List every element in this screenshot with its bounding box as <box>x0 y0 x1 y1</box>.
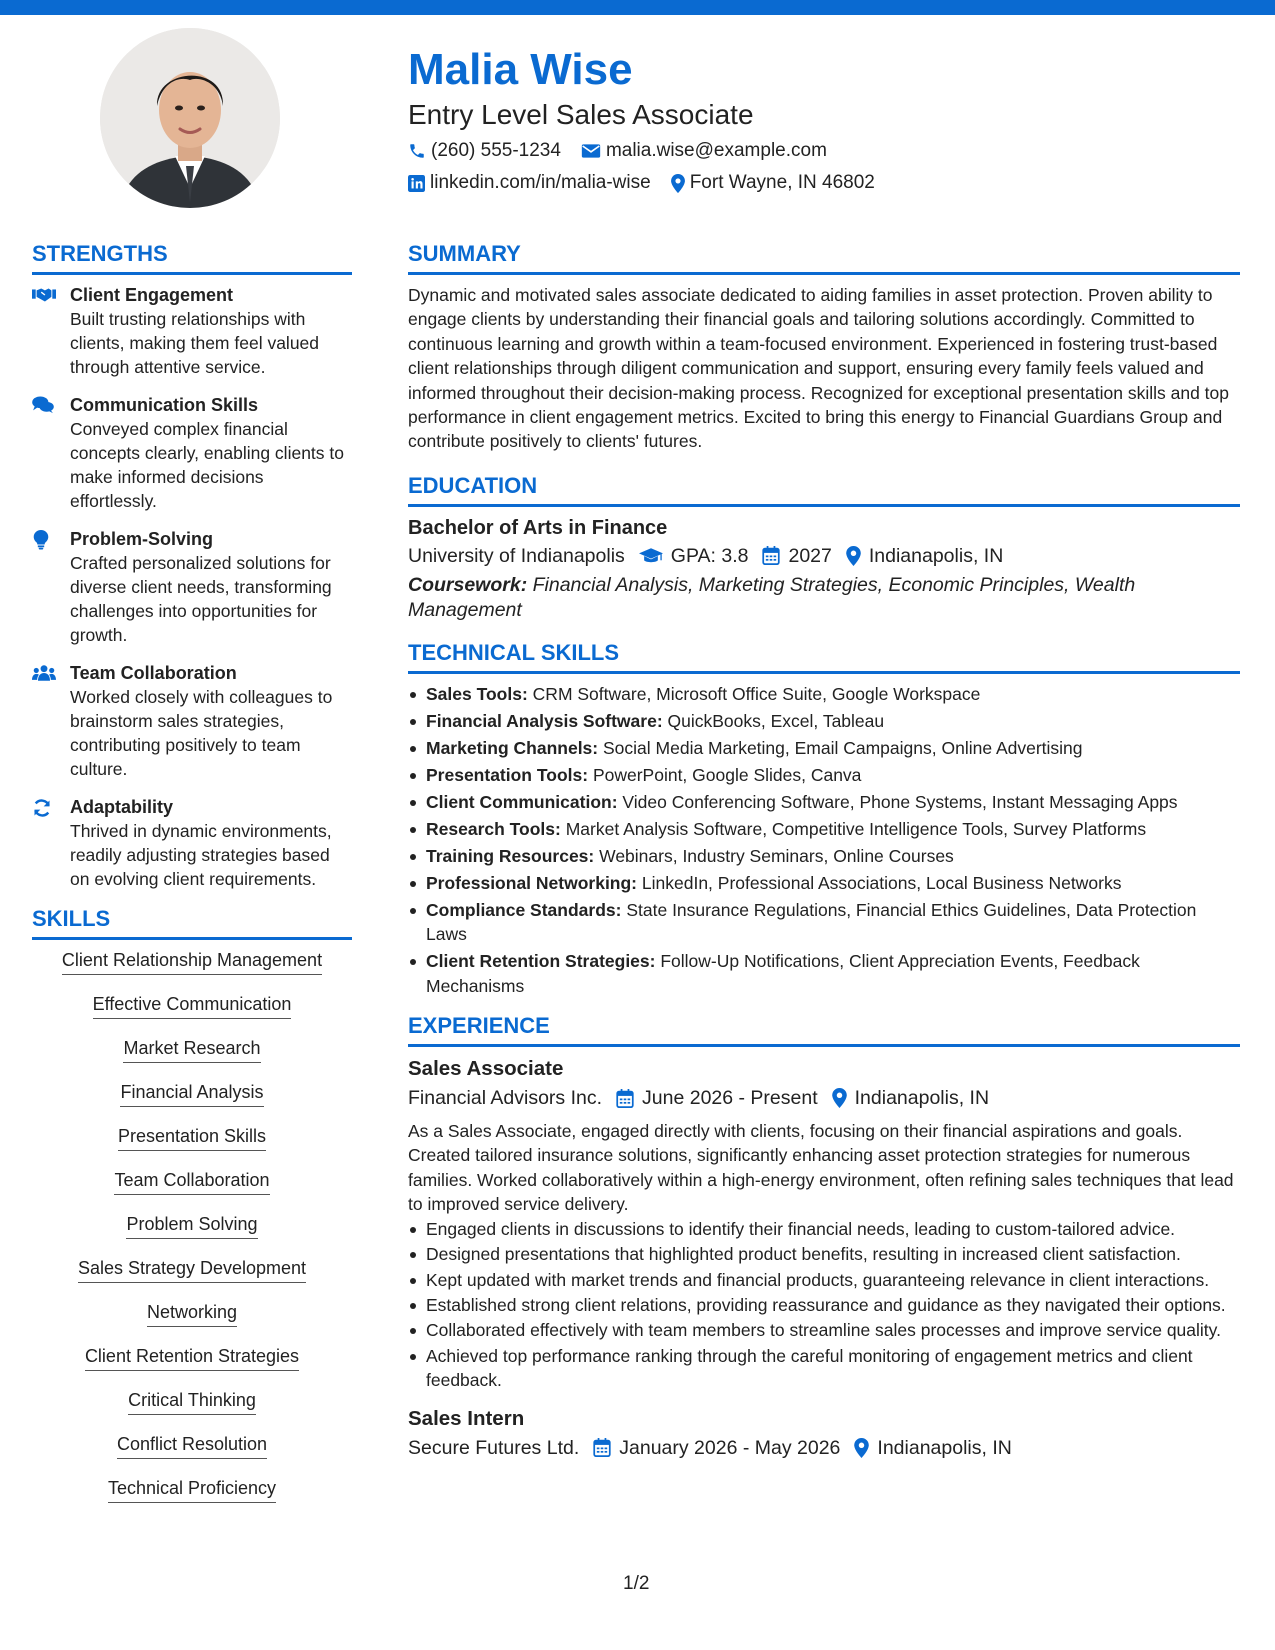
list-item: Kept updated with market trends and financial products, guaranteeing relevance in client interactions. <box>408 1268 1240 1292</box>
contact-row-1 <box>408 136 1248 166</box>
list-item: Presentation Tools: PowerPoint, Google Slides, Canva <box>408 763 1240 787</box>
skill-tag: Critical Thinking <box>128 1388 256 1415</box>
list-item: Financial Analysis Software: QuickBooks, Excel, Tableau <box>408 709 1240 733</box>
school-location: Indianapolis, IN <box>846 541 1003 571</box>
coursework <box>408 573 1240 623</box>
strength-description: Crafted personalized solutions for diverse client needs, transforming challenges into opportunities for growth. <box>70 553 332 645</box>
list-item: Designed presentations that highlighted product benefits, resulting in increased client satisfaction. <box>408 1242 1240 1266</box>
skill-tag: Conflict Resolution <box>117 1432 267 1459</box>
job-location: Indianapolis, IN <box>832 1083 989 1113</box>
phone-number[interactable]: (260) 555-1234 <box>431 140 561 161</box>
envelope-icon <box>581 143 601 159</box>
list-item: Client Retention Strategies: Follow-Up Notifications, Client Appreciation Events, Feedback Mechanisms <box>408 949 1240 998</box>
handshake-icon <box>32 286 56 304</box>
contact-location <box>671 168 875 198</box>
calendar-icon <box>593 1438 611 1457</box>
skill-tag: Client Retention Strategies <box>85 1344 299 1371</box>
strength-title: Client Engagement <box>70 285 234 305</box>
list-item: Research Tools: Market Analysis Software, Competitive Intelligence Tools, Survey Platforms <box>408 817 1240 841</box>
list-item: Achieved top performance ranking through the careful monitoring of engagement metrics and client feedback. <box>408 1344 1240 1393</box>
skill-tag: Technical Proficiency <box>108 1476 276 1503</box>
list-item: Collaborated effectively with team members to streamline sales processes and improve service quality. <box>408 1318 1240 1342</box>
job-meta <box>408 1433 1240 1463</box>
school-name: University of Indianapolis <box>408 544 625 567</box>
calendar-icon <box>762 546 780 565</box>
skill-tag: Financial Analysis <box>120 1080 263 1107</box>
skill-tag: Client Relationship Management <box>62 948 322 975</box>
strength-title: Team Collaboration <box>70 663 237 683</box>
portrait-illustration <box>100 28 280 208</box>
strength-title: Adaptability <box>70 797 174 817</box>
strength-description: Worked closely with colleagues to brainstorm sales strategies, contributing positively to team culture. <box>70 687 333 779</box>
phone-icon <box>408 142 426 160</box>
skill-tag: Effective Communication <box>93 992 292 1019</box>
strength-description: Conveyed complex financial concepts clearly, enabling clients to make informed decisions effortlessly. <box>70 419 344 511</box>
strength-title: Problem-Solving <box>70 529 214 549</box>
calendar-icon <box>616 1089 634 1108</box>
company-name: Financial Advisors Inc. <box>408 1087 603 1110</box>
job-meta <box>408 1083 1240 1113</box>
map-pin-icon <box>671 174 685 193</box>
skill-tag: Problem Solving <box>126 1212 257 1239</box>
experience-heading: EXPERIENCE <box>408 1012 1240 1047</box>
linkedin-url[interactable]: linkedin.com/in/malia-wise <box>430 172 651 193</box>
company-name: Secure Futures Ltd. <box>408 1436 580 1459</box>
strength-item <box>32 795 352 891</box>
strength-item <box>32 283 352 379</box>
map-pin-icon <box>832 1088 847 1108</box>
skill-tag: Sales Strategy Development <box>78 1256 306 1283</box>
job-description: As a Sales Associate, engaged directly with clients, focusing on their financial aspirations and goals. Created tailored insurance solutions, significantly enhancing asset protection strategies for numerous families. Worked collaboratively within a high-energy environment, often refining sales techniques that lead to improved service delivery. <box>408 1121 1234 1215</box>
technical-skills-list <box>408 682 1240 998</box>
skill-tag: Networking <box>147 1300 237 1327</box>
candidate-title: Entry Level Sales Associate <box>408 99 754 130</box>
email-address[interactable]: malia.wise@example.com <box>605 140 827 161</box>
list-item: Marketing Channels: Social Media Marketing, Email Campaigns, Online Advertising <box>408 736 1240 760</box>
linkedin-icon <box>408 175 425 192</box>
page-number: 1/2 <box>623 1573 650 1594</box>
top-accent-bar <box>0 0 1275 15</box>
contact-row-2 <box>408 168 1248 198</box>
list-item: Sales Tools: CRM Software, Microsoft Office Suite, Google Workspace <box>408 682 1240 706</box>
candidate-name: Malia Wise <box>408 45 633 94</box>
list-item: Client Communication: Video Conferencing Software, Phone Systems, Instant Messaging Apps <box>408 790 1240 814</box>
lightbulb-icon <box>32 530 50 550</box>
job-dates: June 2026 - Present <box>616 1083 818 1113</box>
strength-item <box>32 393 352 513</box>
list-item: Engaged clients in discussions to identify their financial needs, leading to custom-tailored advice. <box>408 1217 1240 1241</box>
list-item: Established strong client relations, providing reassurance and guidance as they navigated their options. <box>408 1293 1240 1317</box>
technical-skills-heading: TECHNICAL SKILLS <box>408 639 1240 674</box>
graduation-cap-icon <box>639 547 663 565</box>
skills-list <box>32 948 352 1520</box>
education-heading: EDUCATION <box>408 472 1240 507</box>
contact-email <box>581 136 827 166</box>
strength-description: Built trusting relationships with clients, making them feel valued through attentive service. <box>70 309 320 377</box>
map-pin-icon <box>846 546 861 566</box>
strengths-heading: STRENGTHS <box>32 240 352 275</box>
sync-icon <box>32 798 52 818</box>
profile-photo <box>100 28 280 208</box>
summary-heading: SUMMARY <box>408 240 1240 275</box>
map-pin-icon <box>854 1438 869 1458</box>
strength-item <box>32 527 352 647</box>
left-column <box>32 240 352 1520</box>
contact-linkedin <box>408 168 651 198</box>
summary-text: Dynamic and motivated sales associate dedicated to aiding families in asset protection. Proven ability to engage clients by understanding their financial goals and tailoring solutions accordingly. Committed to continuous learning and growth within a team-focused environment. Experienced in fostering trust-based client relationships through diligent communication and support, ensuring every family feels valued and informed throughout their decision-making process. Recognized for exceptional presentation skills and top performance in client engagement metrics. Excited to bring this energy to Financial Guardians Group and contribute positively to clients' futures. <box>408 285 1230 452</box>
coursework-list: Financial Analysis, Marketing Strategies, Economic Principles, Wealth Management <box>408 573 1136 621</box>
skill-tag: Team Collaboration <box>114 1168 269 1195</box>
gpa: GPA: 3.8 <box>639 541 749 571</box>
location-text: Fort Wayne, IN 46802 <box>689 172 875 193</box>
job-title: Sales Associate <box>408 1057 564 1081</box>
strength-item <box>32 661 352 781</box>
skills-heading: SKILLS <box>32 905 352 940</box>
skill-tag: Market Research <box>123 1036 260 1063</box>
degree-title: Bachelor of Arts in Finance <box>408 516 668 539</box>
coursework-label: Coursework: <box>408 573 528 596</box>
list-item: Compliance Standards: State Insurance Regulations, Financial Ethics Guidelines, Data Protection Laws <box>408 898 1240 947</box>
job-title: Sales Intern <box>408 1406 525 1430</box>
graduation-year: 2027 <box>762 541 831 571</box>
job-dates: January 2026 - May 2026 <box>593 1433 840 1463</box>
chat-bubbles-icon <box>32 396 54 414</box>
users-icon <box>32 664 56 682</box>
resume-header <box>408 44 1248 198</box>
strength-title: Communication Skills <box>70 395 259 415</box>
skill-tag: Presentation Skills <box>118 1124 266 1151</box>
job-location: Indianapolis, IN <box>854 1433 1011 1463</box>
list-item: Training Resources: Webinars, Industry Seminars, Online Courses <box>408 844 1240 868</box>
strength-description: Thrived in dynamic environments, readily adjusting strategies based on evolving client requirements. <box>70 821 332 889</box>
list-item: Professional Networking: LinkedIn, Professional Associations, Local Business Networks <box>408 871 1240 895</box>
job-achievements <box>408 1217 1240 1393</box>
education-meta <box>408 541 1240 571</box>
right-column <box>408 240 1240 1463</box>
contact-phone <box>408 136 561 166</box>
